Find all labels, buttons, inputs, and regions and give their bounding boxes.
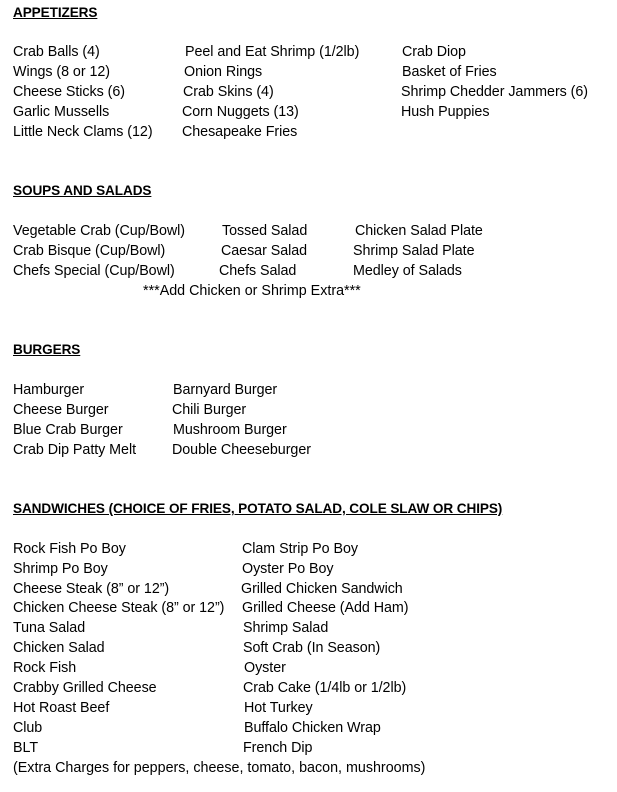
menu-item: Chicken Salad Plate — [355, 223, 483, 239]
menu-item: Tossed Salad — [222, 223, 308, 239]
menu-item: Mushroom Burger — [173, 422, 287, 438]
menu-item: Basket of Fries — [402, 64, 497, 80]
menu-item: Rock Fish Po Boy — [13, 541, 126, 557]
menu-item: Double Cheeseburger — [172, 442, 311, 458]
menu-item: Chefs Salad — [219, 263, 297, 279]
extra-charges-note: (Extra Charges for peppers, cheese, tomato, bacon, mushrooms) — [13, 760, 426, 776]
menu-item: Oyster Po Boy — [242, 561, 334, 577]
menu-item: Barnyard Burger — [173, 382, 278, 398]
menu-item: Soft Crab (In Season) — [243, 640, 381, 656]
menu-item: Crab Balls (4) — [13, 44, 100, 60]
appetizers-heading: APPETIZERS — [13, 5, 98, 20]
menu-item: Chicken Salad — [13, 640, 105, 656]
menu-item: Cheese Burger — [13, 402, 109, 418]
menu-item: Peel and Eat Shrimp (1/2lb) — [185, 44, 360, 60]
menu-item: Little Neck Clams (12) — [13, 124, 153, 140]
menu-item: Club — [13, 720, 43, 736]
menu-item: Hamburger — [13, 382, 85, 398]
menu-item: Tuna Salad — [13, 620, 86, 636]
menu-item: Hot Roast Beef — [13, 700, 110, 716]
soups-salads-heading: SOUPS AND SALADS — [13, 183, 152, 198]
menu-item: Rock Fish — [13, 660, 77, 676]
menu-item: Crab Bisque (Cup/Bowl) — [13, 243, 166, 259]
menu-item: French Dip — [243, 740, 313, 756]
menu-item: Corn Nuggets (13) — [182, 104, 299, 120]
menu-item: Crab Cake (1/4lb or 1/2lb) — [243, 680, 407, 696]
menu-item: Crabby Grilled Cheese — [13, 680, 157, 696]
menu-item: Vegetable Crab (Cup/Bowl) — [13, 223, 185, 239]
burgers-heading: BURGERS — [13, 342, 81, 357]
menu-item: Chefs Special (Cup/Bowl) — [13, 263, 175, 279]
menu-item: Chesapeake Fries — [182, 124, 298, 140]
menu-item: Chicken Cheese Steak (8” or 12”) — [13, 600, 225, 616]
menu-item: Shrimp Salad Plate — [353, 243, 475, 259]
menu-item: Medley of Salads — [353, 263, 462, 279]
menu-item: Chili Burger — [172, 402, 247, 418]
menu-item: Shrimp Po Boy — [13, 561, 108, 577]
menu-item: Crab Dip Patty Melt — [13, 442, 136, 458]
menu-item: Crab Diop — [402, 44, 466, 60]
menu-item: Oyster — [244, 660, 286, 676]
menu-item: Cheese Sticks (6) — [13, 84, 125, 100]
menu-item: Buffalo Chicken Wrap — [244, 720, 381, 736]
menu-item: Hush Puppies — [401, 104, 490, 120]
menu-item: Clam Strip Po Boy — [242, 541, 358, 557]
menu-item: Blue Crab Burger — [13, 422, 123, 438]
menu-item: Garlic Mussells — [13, 104, 110, 120]
menu-item: Shrimp Chedder Jammers (6) — [401, 84, 588, 100]
extra-note: ***Add Chicken or Shrimp Extra*** — [143, 283, 361, 299]
menu-item: Grilled Chicken Sandwich — [241, 581, 403, 597]
menu-item: Hot Turkey — [244, 700, 313, 716]
menu-item: Shrimp Salad — [243, 620, 329, 636]
menu-item: Wings (8 or 12) — [13, 64, 110, 80]
menu-item: Cheese Steak (8” or 12”) — [13, 581, 170, 597]
menu-item: Caesar Salad — [221, 243, 308, 259]
menu-item: Crab Skins (4) — [183, 84, 274, 100]
sandwiches-heading: SANDWICHES (CHOICE OF FRIES, POTATO SALAD, COLE SLAW OR CHIPS) — [13, 501, 503, 516]
menu-item: BLT — [13, 740, 39, 756]
menu-item: Grilled Cheese (Add Ham) — [242, 600, 409, 616]
menu-item: Onion Rings — [184, 64, 263, 80]
